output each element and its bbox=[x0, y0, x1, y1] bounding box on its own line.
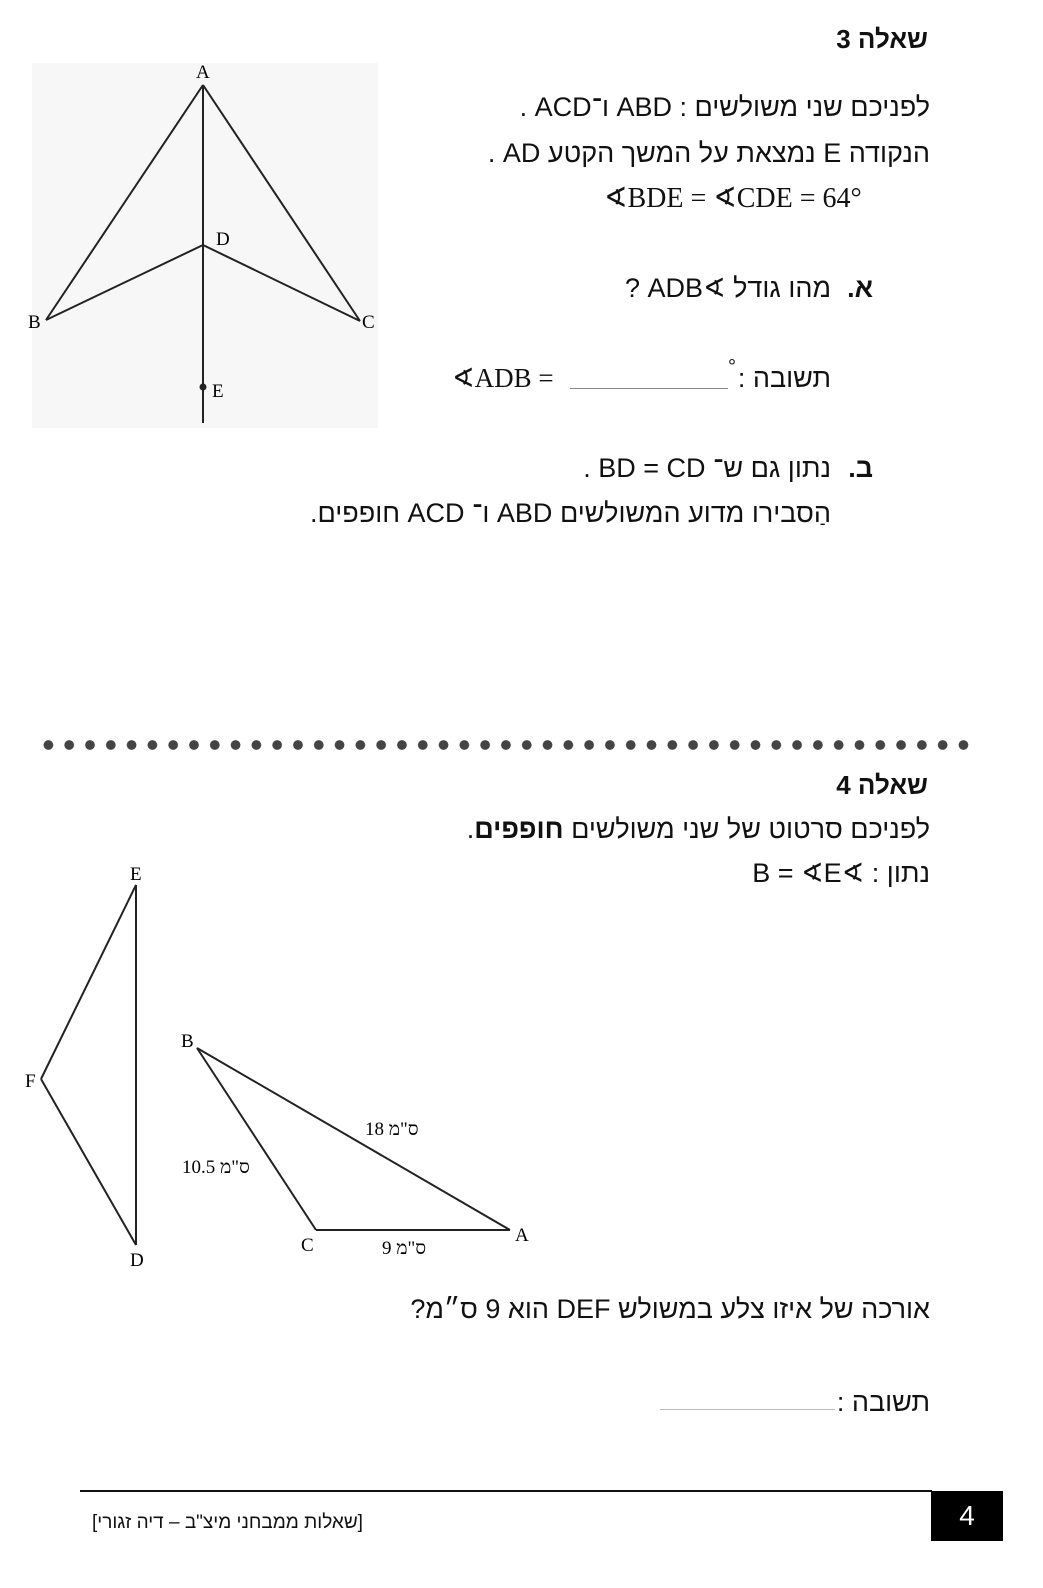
q3-line-1: לפניכם שני משולשים : ABD ו־ACD . bbox=[519, 92, 930, 122]
q3-part-b-line-2: הַסבירו מדוע המשולשים ABD ו־ ACD חופפים. bbox=[310, 498, 831, 528]
degree-symbol: ° bbox=[728, 356, 736, 378]
label-D: D bbox=[216, 229, 230, 250]
q3-given: ∢BDE = ∢CDE = 64° bbox=[604, 183, 862, 214]
side-label-CA: 9 ס"מ bbox=[382, 1238, 427, 1259]
q3-answer-prefix: ∢ADB = bbox=[452, 363, 554, 393]
label-A: A bbox=[196, 62, 210, 83]
q3-line-2: הנקודה E נמצאת על המשך הקטע AD . bbox=[487, 138, 930, 168]
q3-part-a-question: מהו גודל ∢ADB ? bbox=[624, 273, 831, 303]
question-4-figure bbox=[20, 860, 550, 1270]
point-E bbox=[200, 384, 207, 391]
page-number-badge bbox=[931, 1491, 1003, 1541]
segment-EF bbox=[41, 885, 136, 1079]
segment-BC bbox=[197, 1048, 316, 1230]
question-4-title: שאלה 4 bbox=[836, 770, 928, 800]
q3-part-b-letter: ב. bbox=[848, 453, 873, 483]
q3-answer-label: תשובה : bbox=[737, 363, 831, 393]
q4-line-1-post: . bbox=[466, 814, 475, 844]
q4-question: אורכה של איזו צלע במשולש DEF הוא 9 ס״מ? bbox=[410, 1294, 930, 1324]
label-D: D bbox=[130, 1250, 144, 1270]
side-label-BC: 10.5 ס"מ bbox=[182, 1157, 250, 1178]
label-E: E bbox=[130, 864, 142, 885]
side-label-BA: 18 ס"מ bbox=[365, 1119, 419, 1140]
segment-BA bbox=[197, 1048, 510, 1230]
label-B: B bbox=[181, 1031, 194, 1052]
segment-FD bbox=[41, 1079, 136, 1245]
label-C: C bbox=[362, 312, 375, 333]
label-A: A bbox=[515, 1225, 529, 1246]
label-B: B bbox=[28, 312, 41, 333]
dotted-separator bbox=[38, 739, 976, 751]
q4-given: נתון : ∢B = ∢E bbox=[752, 858, 930, 888]
q4-line-1-pre: לפניכם סרטוט של שני משולשים bbox=[571, 814, 930, 844]
page-number: 4 bbox=[959, 1500, 975, 1531]
q4-line-1 bbox=[467, 814, 930, 845]
label-E: E bbox=[212, 381, 224, 402]
q3-answer-blank[interactable] bbox=[570, 388, 728, 389]
question-3-figure bbox=[20, 55, 390, 435]
q4-answer-label: תשובה : bbox=[836, 1387, 930, 1417]
q3-part-a-letter: א. bbox=[847, 273, 873, 303]
label-F: F bbox=[25, 1071, 36, 1092]
q4-line-1-bold: חופפים bbox=[474, 814, 564, 844]
label-C: C bbox=[301, 1235, 314, 1256]
footer-text: [שאלות ממבחני מיצ"ב – דיה זגורי] bbox=[92, 1512, 363, 1533]
footer-rule bbox=[80, 1490, 932, 1492]
question-3-title: שאלה 3 bbox=[836, 24, 928, 54]
q3-part-b-line-1: נתון גם ש־ BD = CD . bbox=[583, 453, 831, 483]
q4-answer-blank[interactable] bbox=[660, 1409, 835, 1410]
